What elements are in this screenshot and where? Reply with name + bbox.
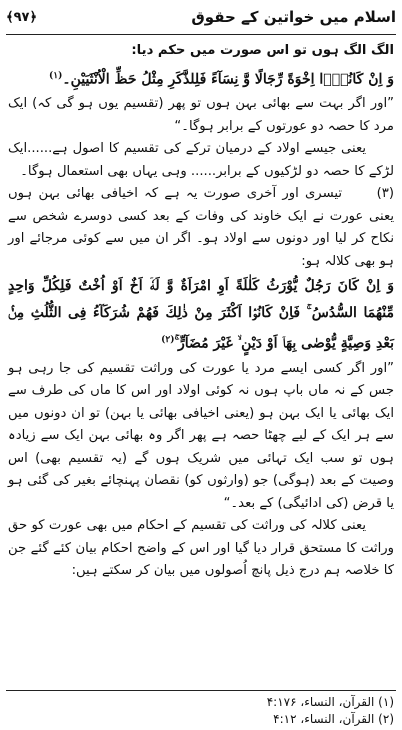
footnote-2: (۲) القرآن، النساء، ۴:۱۲ xyxy=(273,712,394,726)
quran-ayah-2 xyxy=(8,273,394,358)
intro-line: الگ الگ ہوں تو اس صورت میں حکم دیا: xyxy=(131,43,394,58)
footnote-divider xyxy=(6,690,396,691)
case-number: (۳) xyxy=(376,186,394,202)
footnote-1: (۱) القرآن، النساء، ۴:۱۷۶ xyxy=(266,695,394,709)
explanation-1: یعنی جیسے اولاد کے درمیان ترکے کی تقسیم کا اصول ہے......ایک لڑکے کا حصہ دو لڑکیوں کے برابر...... وہی یہاں بھی استعمال ہوگا۔ xyxy=(8,141,394,179)
main-text xyxy=(8,40,394,583)
ayah-1-text: وَ اِنْ كَانُوْۤا اِخْوَةً رِّجَالًا وَّ نِسَآءً فَلِلذَّكَرِ مِثْلُ حَظِّ الْاُنْثَیَیْنِ۔ xyxy=(62,71,394,88)
explanation-2: یعنی کلالہ کی وراثت کی تقسیم کے احکام میں بھی عورت کو حق وراثت کا مستحق قرار دیا گیا اور اس کے واضح احکام بیان کئے گئے جن کا خلاصہ ہم درج ذیل پانچ اُصولوں میں بیان کر سکتے ہیں: xyxy=(8,518,394,579)
ayah-2-text: وَ اِنْ كَانَ رَجُلٌ یُّوْرَثُ كَلٰلَةً اَوِ امْرَاَةٌ وَّ لَهٗۤ اَخٌ اَوْ اُخْتٌ فَلِكُلِّ وَاحِدٍ مِّنْهُمَا السُّدُسُ ۚ فَاِنْ كَانُوْۤا اَكْثَرَ مِنْ ذٰلِكَ فَهُمْ شُرَكَآءُ فِی الثُّلُثِ مِنْۢ بَعْدِ وَصِیَّةٍ یُّوْصٰی بِهَاۤ اَوْ دَیْنٍ ۙ غَیْرَ مُضَآرٍّ ۚ xyxy=(8,278,394,352)
footnotes xyxy=(8,694,394,728)
case-three-text: تیسری اور آخری صورت یہ ہے کہ اخیافی بھائی بہن ہوں یعنی عورت نے ایک خاوند کی وفات کے بعد کسی دوسرے شخص سے نکاح کر لیا اور دونوں سے اولاد ہو۔ اگر ان میں سے کوئی مرجائے اور ہو بھی کلالہ ہو: xyxy=(8,186,394,269)
translation-1: ”اور اگر بہت سے بھائی بہن ہوں تو پھر (تقسیم یوں ہو گی کہ) ایک مرد کا حصہ دو عورتوں کے برابر ہوگا۔“ xyxy=(8,96,394,134)
running-title: اسلام میں خواتین کے حقوق xyxy=(191,8,396,26)
page-header xyxy=(6,2,396,32)
page-number: ﴿۹۷﴾ xyxy=(6,9,38,25)
footnote-marker-2: (۲) xyxy=(161,335,175,346)
case-three xyxy=(8,183,394,273)
header-divider xyxy=(6,34,396,35)
quran-ayah-1 xyxy=(8,63,394,94)
translation-2: ”اور اگر کسی ایسے مرد یا عورت کی وراثت تقسیم کی جا رہی ہو جس کے نہ ماں باپ ہوں نہ کوئی اولاد اور اس کا ماں کی طرف سے ایک بھائی یا ایک بہن ہو (یعنی اخیافی بھائی یا بہن) تو ان دونوں میں سے ہر ایک کے لیے چھٹا حصہ ہے پھر اگر وہ بھائی بہن ایک سے زیادہ ہوں تو سب ایک تہائی میں شریک ہوں گے (یہ تقسیم بھی) اس وصیت کے بعد (ہوگی) جو (وارثوں کو) نقصان پہنچائے بغیر کی گئی ہو یا قرض (کی ادائیگی) کے بعد۔“ xyxy=(8,360,394,511)
footnote-marker-1: (۱) xyxy=(48,70,63,81)
